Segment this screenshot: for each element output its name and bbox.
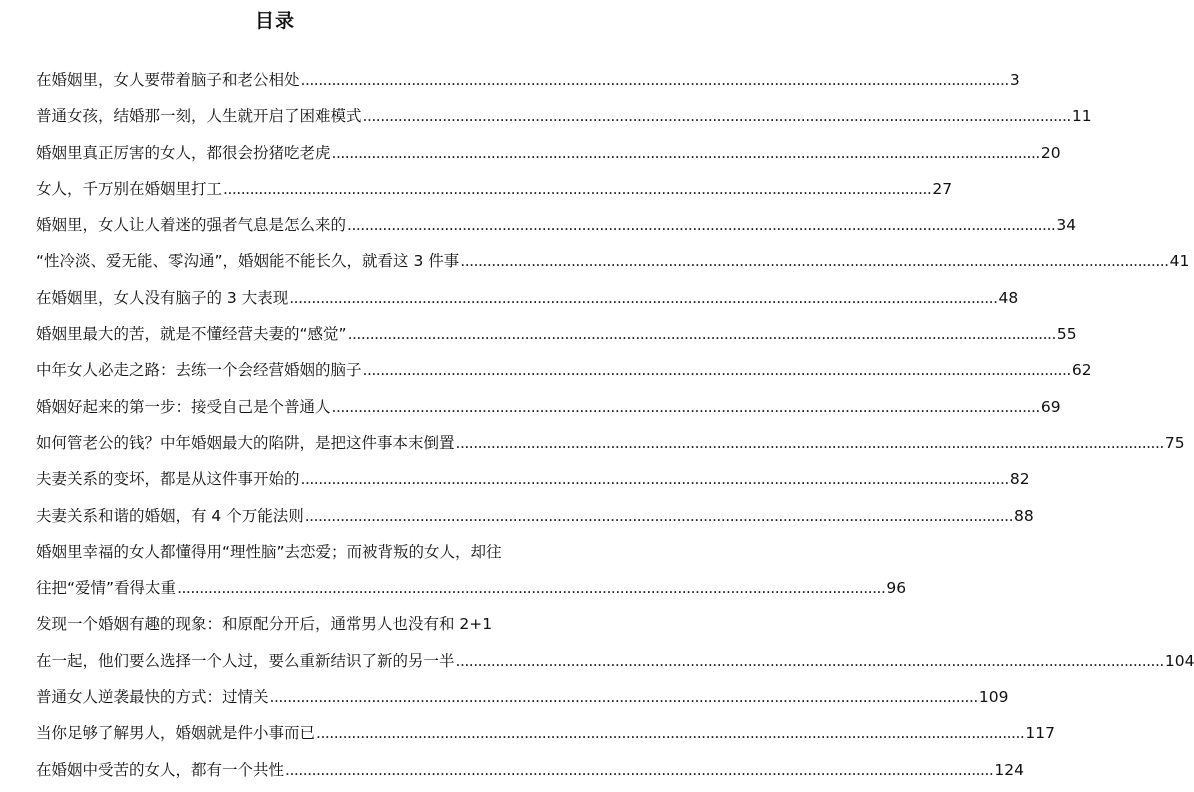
dot-leader [301, 62, 1009, 98]
table-of-contents [36, 62, 1194, 788]
toc-entry[interactable] [36, 715, 1055, 751]
toc-entry[interactable] [36, 498, 1034, 534]
dot-leader [177, 570, 885, 606]
toc-entry-title: 女人，千万别在婚姻里打工 [36, 179, 223, 198]
dot-leader [332, 135, 1040, 171]
dot-leader [305, 498, 1013, 534]
toc-entry[interactable] [36, 243, 1190, 279]
toc-entry[interactable] [36, 316, 1077, 352]
toc-entry[interactable] [36, 606, 1194, 679]
dot-leader [347, 207, 1055, 243]
dot-leader [289, 280, 997, 316]
toc-entry-page-number: 48 [998, 288, 1019, 307]
toc-entry-page-number: 3 [1009, 71, 1020, 89]
dot-leader [332, 389, 1040, 425]
toc-entry[interactable] [36, 98, 1092, 134]
toc-entry-page-number: 34 [1056, 216, 1077, 235]
toc-entry-title-line: 婚姻里幸福的女人都懂得用“理性脑”去恋爱；而被背叛的女人，却往 [36, 542, 502, 561]
dot-leader [316, 715, 1024, 751]
toc-entry-title: 夫妻关系的变坏，都是从这件事开始的 [36, 470, 300, 489]
toc-entry-page-number: 11 [1071, 107, 1092, 126]
toc-entry-title: 如何管老公的钱？中年婚姻最大的陷阱，是把这件事本末倒置 [36, 433, 455, 452]
toc-entry-page-number: 20 [1040, 143, 1061, 162]
toc-entry[interactable] [36, 534, 907, 607]
toc-entry-page-number: 41 [1169, 252, 1190, 271]
toc-entry[interactable] [36, 352, 1092, 388]
toc-entry-title: 婚姻里，女人让人着迷的强者气息是怎么来的 [36, 216, 347, 235]
toc-entry-page-number: 75 [1164, 433, 1185, 452]
toc-entry[interactable] [36, 389, 1061, 425]
dot-leader [456, 643, 1164, 679]
toc-entry-page-number: 124 [994, 760, 1024, 779]
toc-entry-page-number: 27 [932, 179, 953, 198]
toc-entry[interactable] [36, 461, 1030, 497]
toc-entry-title: 当你足够了解男人，婚姻就是件小事而已 [36, 724, 316, 743]
toc-entry-page-number: 69 [1040, 397, 1061, 416]
toc-entry-page-number: 104 [1164, 651, 1194, 670]
toc-entry-title: 在一起，他们要么选择一个人过，要么重新结识了新的另一半 [36, 651, 455, 670]
toc-entry[interactable] [36, 425, 1185, 461]
toc-entry-title: 普通女孩，结婚那一刻，人生就开启了困难模式 [36, 107, 362, 126]
toc-entry-title: 在婚姻中受苦的女人，都有一个共性 [36, 760, 285, 779]
toc-entry-title: 婚姻好起来的第一步：接受自己是个普通人 [36, 397, 331, 416]
toc-entry-page-number: 117 [1025, 724, 1055, 743]
toc-entry-page-number: 88 [1014, 506, 1034, 525]
toc-entry-title: 普通女人逆袭最快的方式：过情关 [36, 688, 269, 707]
toc-entry[interactable] [36, 135, 1061, 171]
toc-entry-page-number: 96 [886, 579, 907, 598]
toc-entry-title: 在婚姻里，女人要带着脑子和老公相处 [36, 71, 300, 89]
toc-entry[interactable] [36, 171, 953, 207]
dot-leader [363, 352, 1071, 388]
dot-leader [285, 752, 993, 788]
dot-leader [301, 461, 1009, 497]
page-title: 目录 [254, 10, 295, 32]
toc-entry[interactable] [36, 679, 1009, 715]
toc-entry-title: 往把“爱情”看得太重 [36, 579, 177, 598]
toc-entry[interactable] [36, 62, 1020, 98]
toc-entry-title: 婚姻里最大的苦，就是不懂经营夫妻的“感觉” [36, 325, 347, 344]
toc-entry-page-number: 109 [978, 688, 1009, 707]
toc-entry-title: 中年女人必走之路：去练一个会经营婚姻的脑子 [36, 361, 362, 380]
toc-entry-title: “性冷淡、爱无能、零沟通”，婚姻能不能长久，就看这 3 件事 [36, 252, 460, 271]
toc-entry[interactable] [36, 280, 1019, 316]
toc-entry-page-number: 82 [1009, 470, 1030, 489]
dot-leader [456, 425, 1164, 461]
toc-entry-title: 夫妻关系和谐的婚姻，有 4 个万能法则 [36, 506, 304, 525]
dot-leader [348, 316, 1056, 352]
toc-entry[interactable] [36, 752, 1024, 788]
toc-entry-page-number: 62 [1071, 361, 1092, 380]
dot-leader [460, 243, 1168, 279]
toc-entry-title: 婚姻里真正厉害的女人，都很会扮猪吃老虎 [36, 143, 331, 162]
toc-entry[interactable] [36, 207, 1077, 243]
toc-entry-title-line: 发现一个婚姻有趣的现象：和原配分开后，通常男人也没有和 2+1 [36, 615, 493, 634]
toc-entry-page-number: 55 [1056, 325, 1077, 344]
dot-leader [223, 171, 931, 207]
toc-entry-title: 在婚姻里，女人没有脑子的 3 大表现 [36, 288, 289, 307]
dot-leader [363, 98, 1071, 134]
dot-leader [270, 679, 978, 715]
